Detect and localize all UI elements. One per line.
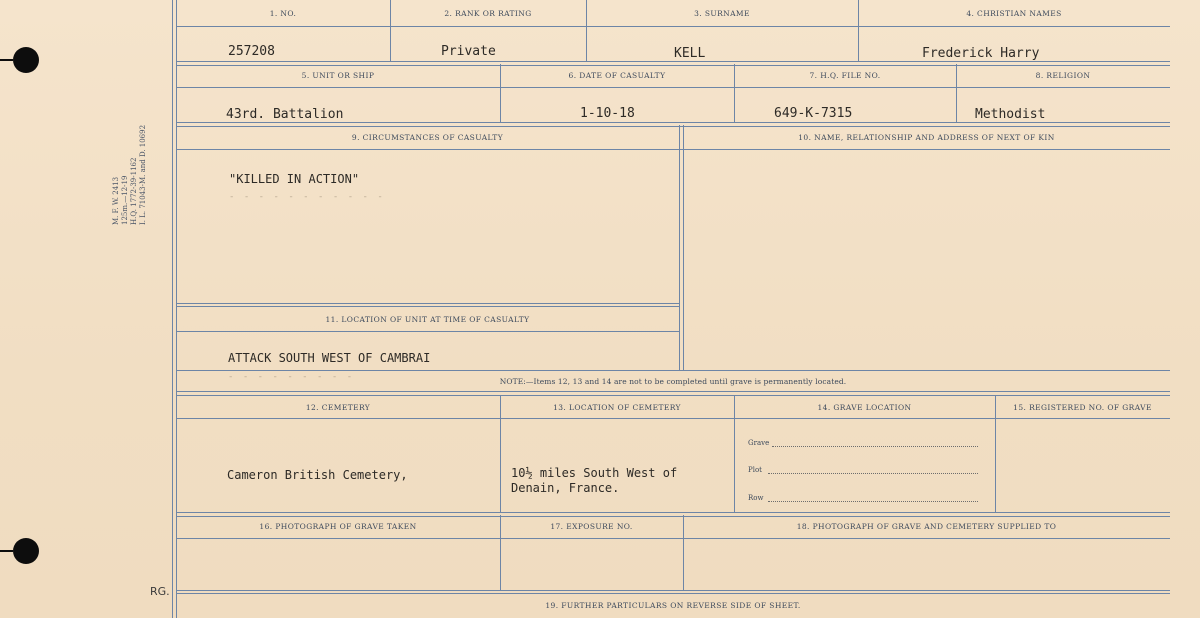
religion: Methodist bbox=[975, 107, 1046, 122]
cemetery-location-line: Denain, France. bbox=[511, 481, 620, 495]
field-label: 13. LOCATION OF CEMETERY bbox=[553, 403, 681, 412]
rule bbox=[176, 306, 679, 307]
cemetery: Cameron British Cemetery, bbox=[227, 468, 408, 482]
divider bbox=[683, 125, 684, 370]
hq-file-number: 649-K-7315 bbox=[774, 106, 853, 121]
field-label: 9. CIRCUMSTANCES OF CASUALTY bbox=[351, 133, 504, 142]
rule bbox=[176, 61, 1170, 66]
rule bbox=[176, 590, 1170, 591]
christian-names: Frederick Harry bbox=[922, 46, 1040, 61]
field-label: 16. PHOTOGRAPH OF GRAVE TAKEN bbox=[259, 522, 417, 531]
field-label: 15. REGISTERED NO. OF GRAVE bbox=[1013, 403, 1152, 412]
field-label: 2. RANK OR RATING bbox=[444, 9, 532, 18]
row-line bbox=[768, 501, 978, 502]
imprint-line: I. L. 71043-M. and D. 10692 bbox=[139, 124, 147, 225]
faint-erased-text: - - - - - - - - - - - bbox=[229, 192, 385, 202]
field-label: 10. NAME, RELATIONSHIP AND ADDRESS OF NEXT OF KIN bbox=[798, 133, 1055, 142]
cemetery-location-line: 10½ miles South West of bbox=[511, 466, 678, 480]
rule bbox=[176, 149, 1170, 150]
rule bbox=[176, 331, 679, 332]
divider bbox=[679, 125, 680, 370]
location-of-unit: ATTACK SOUTH WEST OF CAMBRAI bbox=[228, 351, 431, 365]
surname: KELL bbox=[674, 46, 706, 61]
rule bbox=[176, 391, 1170, 396]
rule bbox=[176, 538, 1170, 539]
divider bbox=[500, 395, 501, 512]
note-text: NOTE:—Items 12, 13 and 14 are not to be completed until grave is permanently located. bbox=[499, 377, 847, 386]
divider bbox=[734, 395, 735, 512]
field-label: 18. PHOTOGRAPH OF GRAVE AND CEMETERY SUPPLIED TO bbox=[796, 522, 1057, 531]
rule bbox=[176, 593, 1170, 594]
imprint-line: 125m.—12-19 bbox=[121, 175, 129, 225]
regimental-number: 257208 bbox=[228, 44, 275, 59]
field-label: 5. UNIT OR SHIP bbox=[301, 71, 375, 80]
field-label: 19. FURTHER PARTICULARS ON REVERSE SIDE OF SHEET. bbox=[545, 601, 801, 610]
rule bbox=[176, 26, 1170, 27]
field-label: 12. CEMETERY bbox=[305, 403, 371, 412]
field-label: 6. DATE OF CASUALTY bbox=[568, 71, 666, 80]
faint-erased-text: - - - - - - - - - bbox=[228, 372, 355, 382]
divider bbox=[995, 395, 996, 512]
grave-line bbox=[772, 446, 978, 447]
field-label: 14. GRAVE LOCATION bbox=[817, 403, 912, 412]
field-label: 1. NO. bbox=[269, 9, 297, 18]
rule bbox=[176, 303, 679, 304]
unit: 43rd. Battalion bbox=[226, 107, 344, 122]
row-label: Row bbox=[748, 494, 764, 502]
plot-label: Plot bbox=[748, 466, 762, 474]
border-line bbox=[172, 0, 173, 618]
rule bbox=[176, 418, 1170, 419]
rank: Private bbox=[441, 44, 496, 59]
circumstances: "KILLED IN ACTION" bbox=[229, 172, 360, 186]
imprint-line: M. F. W. 2413 bbox=[112, 176, 120, 225]
field-label: 17. EXPOSURE NO. bbox=[550, 522, 633, 531]
punch-hole-icon bbox=[13, 538, 39, 564]
rule bbox=[176, 370, 1170, 371]
field-label: 8. RELIGION bbox=[1035, 71, 1091, 80]
imprint-line: H.Q. 1772-39-1162 bbox=[130, 157, 138, 225]
field-label: 7. H.Q. FILE NO. bbox=[809, 71, 881, 80]
rule bbox=[176, 87, 1170, 88]
plot-line bbox=[768, 473, 978, 474]
rule bbox=[176, 512, 1170, 517]
corner-mark: RG. bbox=[150, 585, 170, 598]
date-of-casualty: 1-10-18 bbox=[580, 106, 635, 121]
field-label: 11. LOCATION OF UNIT AT TIME OF CASUALTY bbox=[325, 315, 530, 324]
rule bbox=[176, 122, 1170, 127]
field-label: 4. CHRISTIAN NAMES bbox=[966, 9, 1062, 18]
grave-label: Grave bbox=[748, 439, 770, 447]
field-label: 3. SURNAME bbox=[694, 9, 750, 18]
punch-hole-icon bbox=[13, 47, 39, 73]
